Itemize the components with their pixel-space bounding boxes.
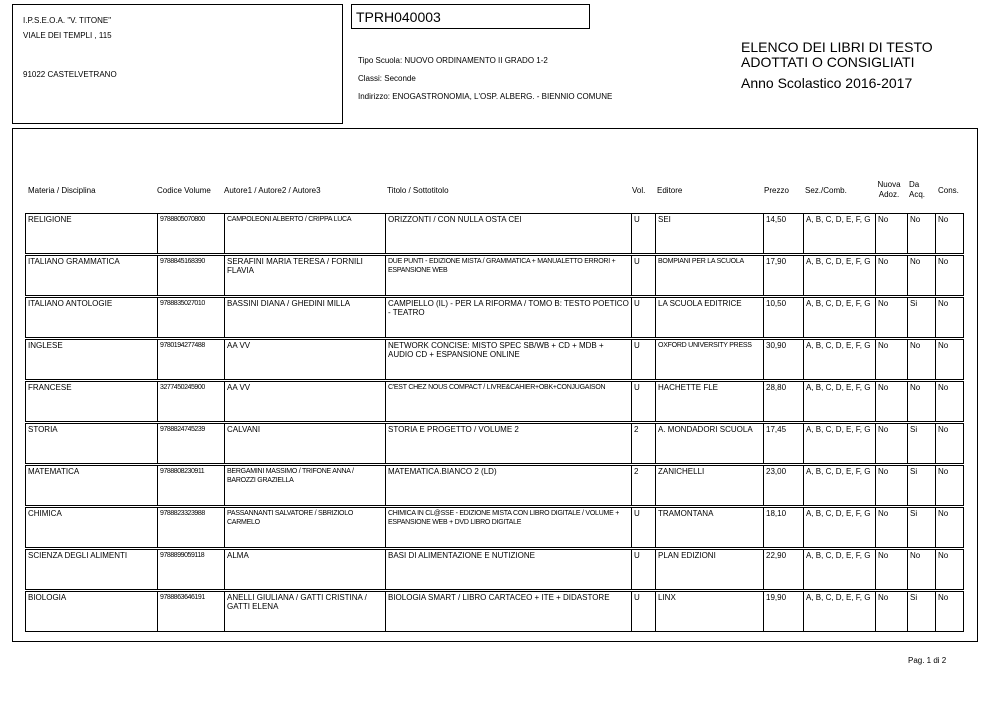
cell-sez: A, B, C, D, E, F, G xyxy=(803,213,876,254)
cell-sez: A, B, C, D, E, F, G xyxy=(803,381,876,422)
cell-nuova: No xyxy=(875,507,908,548)
cell-materia: INGLESE xyxy=(25,339,158,380)
cell-codice: 9788863646191 xyxy=(157,591,225,632)
cell-editore: A. MONDADORI SCUOLA xyxy=(655,423,764,464)
cell-da: No xyxy=(907,549,936,590)
cell-cons: No xyxy=(935,507,964,548)
school-year: Anno Scolastico 2016-2017 xyxy=(741,75,913,91)
cell-prezzo: 22,90 xyxy=(763,549,804,590)
cell-titolo: STORIA E PROGETTO / VOLUME 2 xyxy=(385,423,632,464)
cell-titolo: ORIZZONTI / CON NULLA OSTA CEI xyxy=(385,213,632,254)
cell-vol: U xyxy=(631,507,656,548)
tipo-scuola: Tipo Scuola: NUOVO ORDINAMENTO II GRADO 1-2 xyxy=(358,56,548,65)
cell-da: No xyxy=(907,339,936,380)
cell-sez: A, B, C, D, E, F, G xyxy=(803,423,876,464)
header-nuova-1: Nuova xyxy=(877,180,901,189)
cell-materia: ITALIANO ANTOLOGIE xyxy=(25,297,158,338)
cell-nuova: No xyxy=(875,339,908,380)
header-da-2: Acq. xyxy=(909,190,926,199)
header-editore: Editore xyxy=(657,186,683,195)
header-prezzo: Prezzo xyxy=(764,186,789,195)
cell-vol: U xyxy=(631,381,656,422)
cell-autori: AA VV xyxy=(224,381,386,422)
cell-da: Si xyxy=(907,423,936,464)
cell-titolo: DUE PUNTI - EDIZIONE MISTA / GRAMMATICA + MANUALETTO ERRORI + ESPANSIONE WEB xyxy=(385,255,632,296)
cell-autori: BASSINI DIANA / GHEDINI MILLA xyxy=(224,297,386,338)
cell-autori: ALMA xyxy=(224,549,386,590)
header-nuova xyxy=(872,180,906,200)
cell-editore: LINX xyxy=(655,591,764,632)
cell-autori: CAMPOLEONI ALBERTO / CRIPPA LUCA xyxy=(224,213,386,254)
header-codice: Codice Volume xyxy=(157,186,211,195)
cell-sez: A, B, C, D, E, F, G xyxy=(803,507,876,548)
cell-titolo: MATEMATICA.BIANCO 2 (LD) xyxy=(385,465,632,506)
cell-prezzo: 17,45 xyxy=(763,423,804,464)
school-code: TPRH040003 xyxy=(351,4,590,29)
header-nuova-2: Adoz. xyxy=(878,190,900,199)
cell-vol: U xyxy=(631,591,656,632)
header-da-1: Da xyxy=(909,180,920,189)
cell-da: Si xyxy=(907,465,936,506)
cell-da: No xyxy=(907,255,936,296)
cell-prezzo: 30,90 xyxy=(763,339,804,380)
school-address: VIALE DEI TEMPLI , 115 xyxy=(23,31,112,40)
cell-cons: No xyxy=(935,381,964,422)
cell-cons: No xyxy=(935,423,964,464)
cell-prezzo: 10,50 xyxy=(763,297,804,338)
header-da xyxy=(909,180,925,200)
cell-titolo: CHIMICA IN CL@SSE - EDIZIONE MISTA CON LIBRO DIGITALE / VOLUME + ESPANSIONE WEB + DVD LIBRO DIGITALE xyxy=(385,507,632,548)
cell-editore: HACHETTE FLE xyxy=(655,381,764,422)
cell-cons: No xyxy=(935,591,964,632)
indirizzo: Indirizzo: ENOGASTRONOMIA, L'OSP. ALBERG. - BIENNIO COMUNE xyxy=(358,92,613,101)
cell-editore: LA SCUOLA EDITRICE xyxy=(655,297,764,338)
header-titolo: Titolo / Sottotitolo xyxy=(387,186,449,195)
cell-vol: U xyxy=(631,297,656,338)
cell-materia: BIOLOGIA xyxy=(25,591,158,632)
school-city: 91022 CASTELVETRANO xyxy=(23,70,117,79)
header-sez: Sez./Comb. xyxy=(805,186,847,195)
cell-sez: A, B, C, D, E, F, G xyxy=(803,549,876,590)
cell-cons: No xyxy=(935,465,964,506)
cell-editore: TRAMONTANA xyxy=(655,507,764,548)
cell-autori: PASSANNANTI SALVATORE / SBRIZIOLO CARMELO xyxy=(224,507,386,548)
cell-nuova: No xyxy=(875,213,908,254)
cell-sez: A, B, C, D, E, F, G xyxy=(803,465,876,506)
cell-prezzo: 28,80 xyxy=(763,381,804,422)
cell-materia: SCIENZA DEGLI ALIMENTI xyxy=(25,549,158,590)
cell-autori: SERAFINI MARIA TERESA / FORNILI FLAVIA xyxy=(224,255,386,296)
cell-materia: MATEMATICA xyxy=(25,465,158,506)
cell-vol: U xyxy=(631,255,656,296)
cell-autori: ANELLI GIULIANA / GATTI CRISTINA / GATTI ELENA xyxy=(224,591,386,632)
cell-prezzo: 23,00 xyxy=(763,465,804,506)
cell-vol: 2 xyxy=(631,465,656,506)
cell-titolo: NETWORK CONCISE: MISTO SPEC SB/WB + CD + MDB + AUDIO CD + ESPANSIONE ONLINE xyxy=(385,339,632,380)
cell-vol: U xyxy=(631,549,656,590)
cell-nuova: No xyxy=(875,297,908,338)
page-number: Pag. 1 di 2 xyxy=(908,656,947,665)
cell-da: Si xyxy=(907,591,936,632)
cell-cons: No xyxy=(935,549,964,590)
cell-titolo: BIOLOGIA SMART / LIBRO CARTACEO + ITE + DIDASTORE xyxy=(385,591,632,632)
classi: Classi: Seconde xyxy=(358,74,416,83)
cell-da: Si xyxy=(907,297,936,338)
cell-nuova: No xyxy=(875,465,908,506)
cell-nuova: No xyxy=(875,381,908,422)
cell-da: Si xyxy=(907,507,936,548)
cell-vol: 2 xyxy=(631,423,656,464)
cell-autori: BERGAMINI MASSIMO / TRIFONE ANNA / BAROZZI GRAZIELLA xyxy=(224,465,386,506)
cell-prezzo: 18,10 xyxy=(763,507,804,548)
cell-titolo: BASI DI ALIMENTAZIONE E NUTIZIONE xyxy=(385,549,632,590)
cell-materia: STORIA xyxy=(25,423,158,464)
cell-editore: OXFORD UNIVERSITY PRESS xyxy=(655,339,764,380)
cell-materia: RELIGIONE xyxy=(25,213,158,254)
header-materia: Materia / Disciplina xyxy=(28,186,96,195)
cell-codice: 9788805070800 xyxy=(157,213,225,254)
cell-codice: 9788899059118 xyxy=(157,549,225,590)
cell-codice: 9788808230911 xyxy=(157,465,225,506)
cell-codice: 9788823323988 xyxy=(157,507,225,548)
cell-cons: No xyxy=(935,297,964,338)
cell-nuova: No xyxy=(875,591,908,632)
cell-codice: 9788824745239 xyxy=(157,423,225,464)
school-box xyxy=(12,4,343,124)
cell-prezzo: 17,90 xyxy=(763,255,804,296)
cell-nuova: No xyxy=(875,549,908,590)
cell-da: No xyxy=(907,213,936,254)
cell-autori: CALVANI xyxy=(224,423,386,464)
cell-codice: 9788835027010 xyxy=(157,297,225,338)
cell-codice: 3277450245900 xyxy=(157,381,225,422)
header-cons: Cons. xyxy=(938,186,959,195)
cell-titolo: CAMPIELLO (IL) - PER LA RIFORMA / TOMO B: TESTO POETICO - TEATRO xyxy=(385,297,632,338)
cell-prezzo: 19,90 xyxy=(763,591,804,632)
cell-sez: A, B, C, D, E, F, G xyxy=(803,339,876,380)
cell-codice: 9780194277488 xyxy=(157,339,225,380)
cell-vol: U xyxy=(631,339,656,380)
cell-materia: ITALIANO GRAMMATICA xyxy=(25,255,158,296)
cell-da: No xyxy=(907,381,936,422)
cell-editore: PLAN EDIZIONI xyxy=(655,549,764,590)
cell-titolo: C'EST CHEZ NOUS COMPACT / LIVRE&CAHIER+OBK+CONJUGAISON xyxy=(385,381,632,422)
cell-sez: A, B, C, D, E, F, G xyxy=(803,297,876,338)
cell-editore: SEI xyxy=(655,213,764,254)
cell-cons: No xyxy=(935,339,964,380)
cell-cons: No xyxy=(935,213,964,254)
cell-nuova: No xyxy=(875,255,908,296)
cell-sez: A, B, C, D, E, F, G xyxy=(803,255,876,296)
school-name: I.P.S.E.O.A. "V. TITONE" xyxy=(23,16,112,25)
cell-prezzo: 14,50 xyxy=(763,213,804,254)
cell-autori: AA VV xyxy=(224,339,386,380)
cell-cons: No xyxy=(935,255,964,296)
cell-codice: 9788845168390 xyxy=(157,255,225,296)
doc-title-line1: ELENCO DEI LIBRI DI TESTO xyxy=(741,39,933,55)
header-autori: Autore1 / Autore2 / Autore3 xyxy=(224,186,321,195)
cell-materia: FRANCESE xyxy=(25,381,158,422)
header-vol: Vol. xyxy=(632,186,646,195)
cell-sez: A, B, C, D, E, F, G xyxy=(803,591,876,632)
cell-vol: U xyxy=(631,213,656,254)
cell-editore: BOMPIANI PER LA SCUOLA xyxy=(655,255,764,296)
cell-materia: CHIMICA xyxy=(25,507,158,548)
doc-title-line2: ADOTTATI O CONSIGLIATI xyxy=(741,54,915,70)
cell-editore: ZANICHELLI xyxy=(655,465,764,506)
cell-nuova: No xyxy=(875,423,908,464)
